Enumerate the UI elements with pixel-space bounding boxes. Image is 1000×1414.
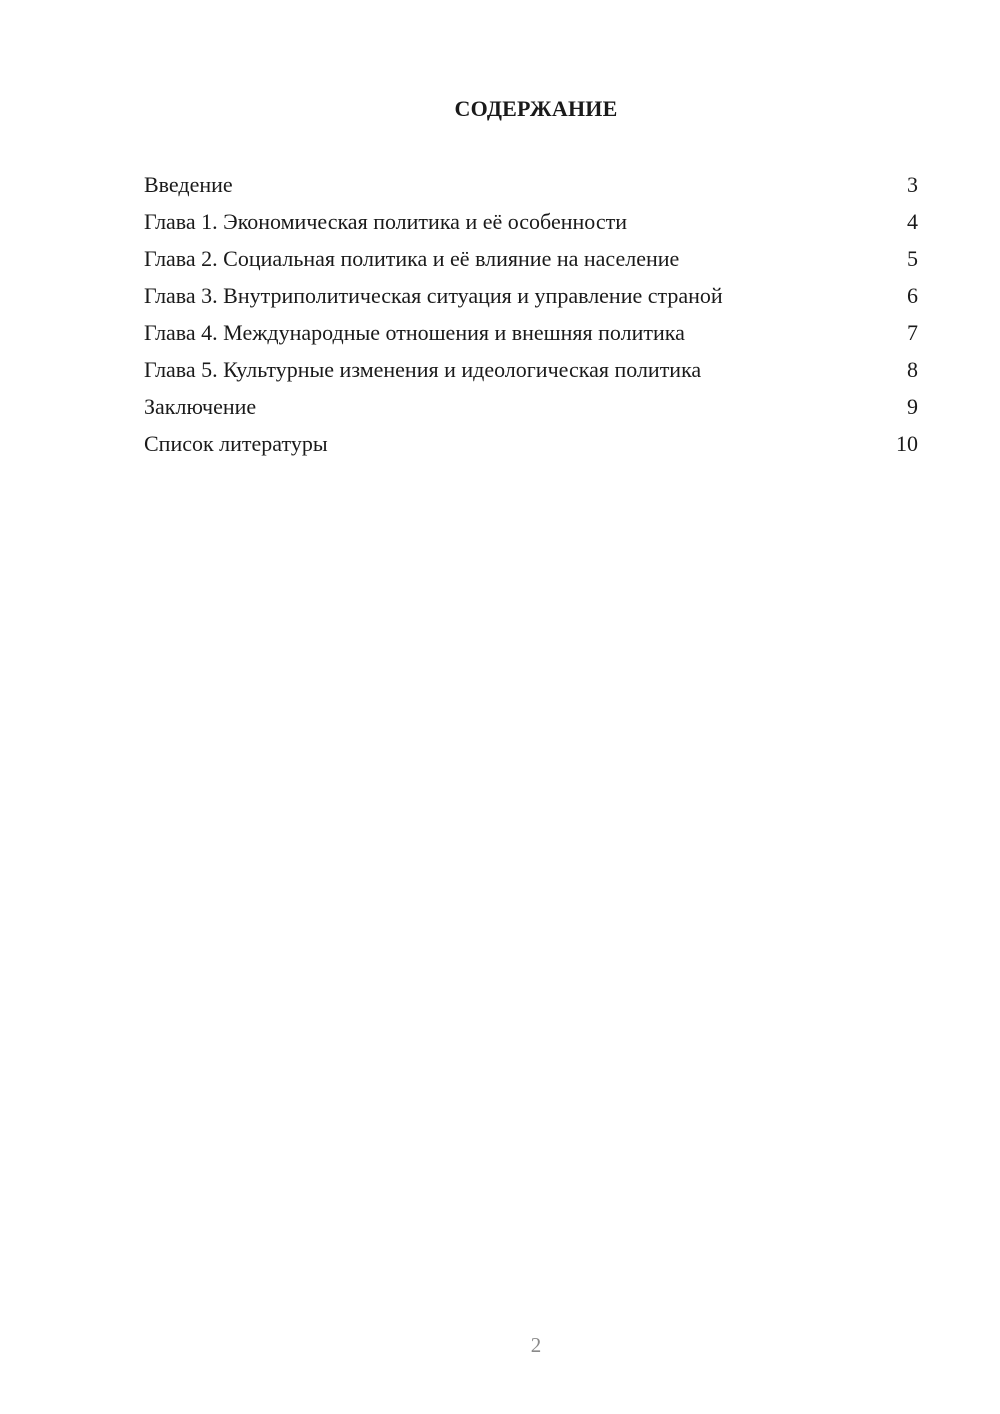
toc-item-page: 8	[907, 357, 918, 382]
toc-item-chapter-2	[144, 242, 918, 279]
toc-item-page: 9	[907, 394, 918, 419]
toc-item-label: Глава 4. Международные отношения и внешняя политика	[144, 320, 685, 345]
toc-item-page: 6	[907, 283, 918, 308]
toc-item-page: 3	[907, 172, 918, 197]
toc-item-label: Введение	[144, 172, 233, 197]
table-of-contents	[144, 168, 918, 464]
toc-item-page: 7	[907, 320, 918, 345]
toc-item-page: 4	[907, 209, 918, 234]
toc-item-introduction	[144, 168, 918, 205]
toc-item-label: Заключение	[144, 394, 257, 419]
toc-item-conclusion	[144, 390, 918, 427]
page-title: СОДЕРЖАНИЕ	[454, 96, 618, 121]
toc-item-chapter-4	[144, 316, 918, 353]
toc-item-page: 10	[896, 431, 918, 456]
toc-item-label: Глава 2. Социальная политика и её влияние на население	[144, 246, 680, 271]
toc-item-label: Глава 3. Внутриполитическая ситуация и управление страной	[144, 283, 723, 308]
toc-item-label: Глава 1. Экономическая политика и её особенности	[144, 209, 627, 234]
toc-item-label: Список литературы	[144, 431, 328, 456]
toc-item-chapter-5	[144, 353, 918, 390]
toc-item-label: Глава 5. Культурные изменения и идеологическая политика	[144, 357, 702, 382]
page-number: 2	[530, 1333, 542, 1357]
toc-item-chapter-3	[144, 279, 918, 316]
toc-item-page: 5	[907, 246, 918, 271]
toc-item-bibliography	[144, 427, 918, 464]
toc-item-chapter-1	[144, 205, 918, 242]
